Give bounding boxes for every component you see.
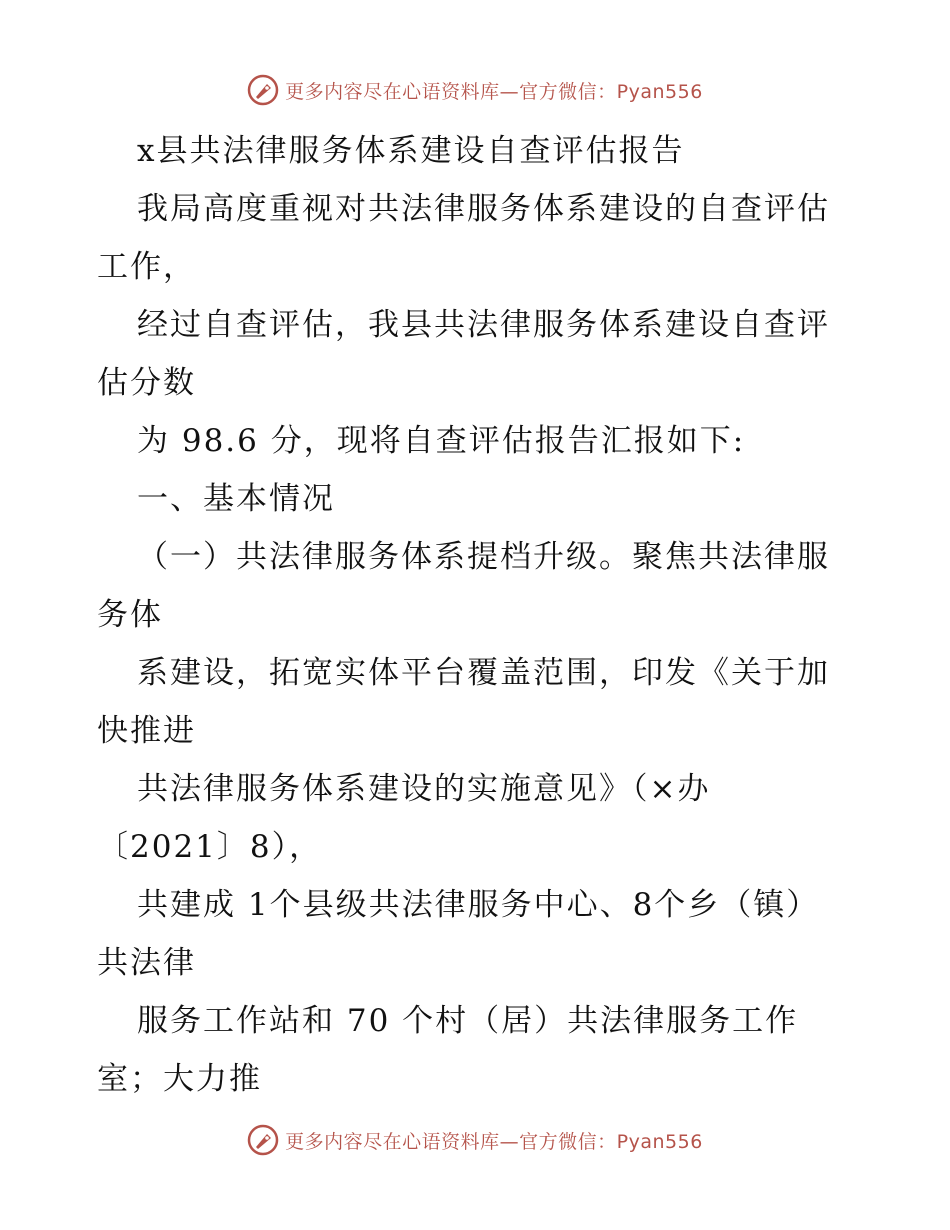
paragraph-line: （一）共法律服务体系提档升级。聚焦共法律服 — [137, 539, 830, 575]
watermark-text: 更多内容尽在心语资料库—官方微信：Pyan556 — [285, 1130, 703, 1153]
paragraph-line: 估分数 — [97, 365, 196, 401]
paragraph-line: 室；大力推 — [97, 1061, 262, 1097]
paragraph-line: 服务工作站和 70 个村（居）共法律服务工作 — [137, 1003, 799, 1039]
paragraph-line: 快推进 — [97, 713, 196, 749]
paragraph-line: 我局高度重视对共法律服务体系建设的自查评估 — [137, 191, 830, 227]
paragraph-line: 为 98.6 分，现将自查评估报告汇报如下: — [137, 423, 746, 459]
section-heading: 一、基本情况 — [137, 481, 335, 517]
document-title: x县共法律服务体系建设自查评估报告 — [137, 133, 685, 169]
footer-watermark — [0, 1120, 950, 1160]
paragraph-line: 共建成 1个县级共法律服务中心、8个乡（镇） — [137, 887, 820, 923]
paragraph-line: 共法律服务体系建设的实施意见》（×办 — [137, 771, 711, 807]
watermark-text: 更多内容尽在心语资料库—官方微信：Pyan556 — [285, 80, 703, 103]
paragraph-line: 务体 — [97, 597, 163, 633]
paragraph-line: 系建设，拓宽实体平台覆盖范围，印发《关于加 — [137, 655, 830, 691]
document-body — [97, 122, 857, 1108]
header-watermark — [0, 70, 950, 110]
paragraph-line: 工作， — [97, 249, 196, 285]
pen-nib-logo-icon — [247, 1124, 279, 1156]
paragraph-line: 经过自查评估，我县共法律服务体系建设自查评 — [137, 307, 830, 343]
paragraph-line: 共法律 — [97, 945, 196, 981]
pen-nib-logo-icon — [247, 74, 279, 106]
paragraph-line: 〔2021〕8）， — [97, 829, 323, 865]
